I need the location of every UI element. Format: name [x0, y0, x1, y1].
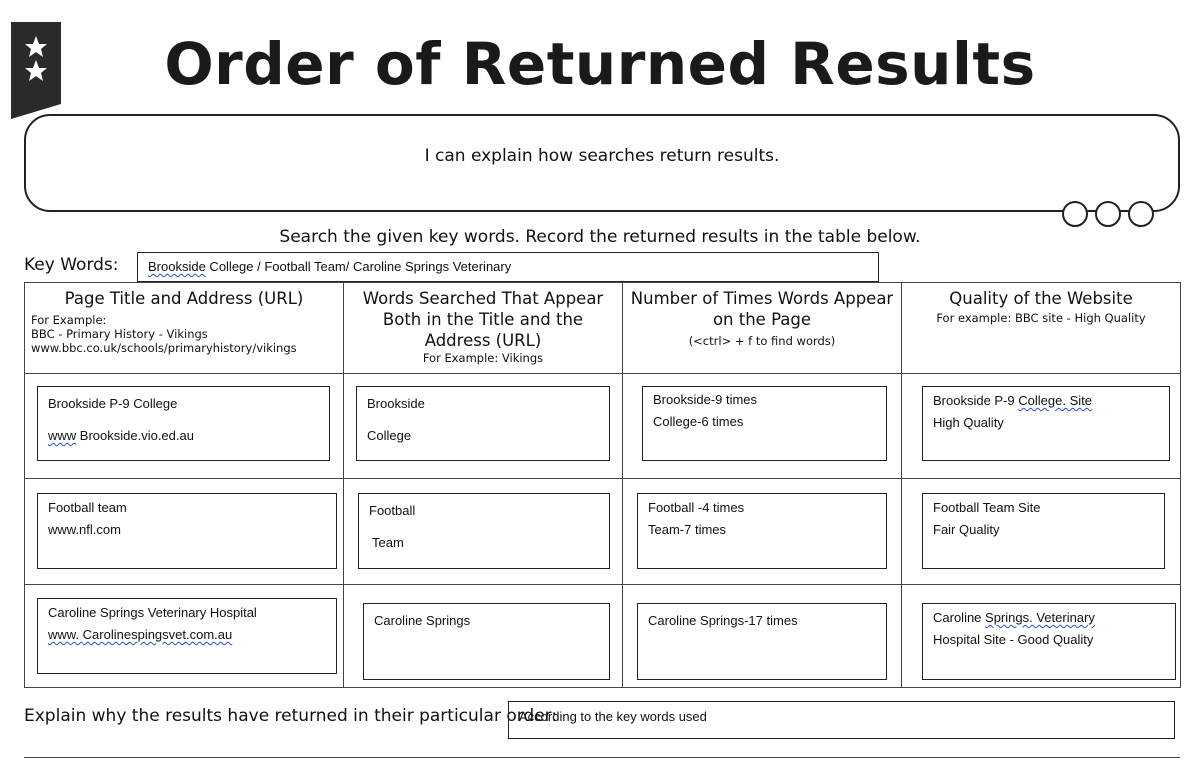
header-quality: Quality of the Website For example: BBC site - High Quality	[902, 283, 1181, 374]
explain-label: Explain why the results have returned in their particular order:	[24, 706, 558, 726]
words-entry-box[interactable]: Brookside College	[356, 386, 610, 461]
table-row	[25, 479, 1181, 585]
writing-line	[24, 757, 1180, 758]
count-entry-box[interactable]: Football -4 times Team-7 times	[637, 493, 887, 569]
key-words-part: Brookside	[148, 259, 206, 274]
page-entry-box[interactable]: Caroline Springs Veterinary Hospital www. Carolinespingsvet.com.au	[37, 598, 337, 674]
key-words-field[interactable]	[137, 252, 879, 282]
page-title: Order of Returned Results	[164, 30, 1036, 98]
circles-decoration-icon	[1060, 200, 1156, 228]
words-entry-box[interactable]: Football Team	[358, 493, 610, 569]
explain-field[interactable]: According to the key words used	[508, 701, 1175, 739]
key-words-part: College / Football Team/ Caroline Springs Veterinary	[205, 259, 512, 274]
objective-text: I can explain how searches return results.	[424, 146, 780, 166]
quality-entry-box[interactable]: Caroline Springs. Veterinary Hospital Site - Good Quality	[922, 603, 1176, 680]
table-header-row	[25, 283, 1181, 374]
key-words-label: Key Words:	[24, 255, 119, 275]
page-entry-box[interactable]: Football team www.nfl.com	[37, 493, 337, 569]
words-entry-box[interactable]: Caroline Springs	[363, 603, 610, 680]
page-entry-box[interactable]: Brookside P-9 College www Brookside.vio.ed.au	[37, 386, 330, 461]
header-number-of-times: Number of Times Words Appear on the Page (<ctrl> + f to find words)	[623, 283, 902, 374]
quality-entry-box[interactable]: Brookside P-9 College. Site High Quality	[922, 386, 1170, 461]
table-row	[25, 585, 1181, 688]
table-row	[25, 374, 1181, 479]
count-entry-box[interactable]: Brookside-9 times College-6 times	[642, 386, 887, 461]
results-table	[24, 282, 1181, 688]
header-words-searched: Words Searched That Appear Both in the Title and the Address (URL) For Example: Vikings	[344, 283, 623, 374]
header-page-title: Page Title and Address (URL) For Example: BBC - Primary History - Vikings www.bbc.co.uk/schools/primaryhistory/vikings	[25, 283, 344, 374]
quality-entry-box[interactable]: Football Team Site Fair Quality	[922, 493, 1165, 569]
count-entry-box[interactable]: Caroline Springs-17 times	[637, 603, 887, 680]
instruction-text: Search the given key words. Record the returned results in the table below.	[279, 227, 921, 247]
